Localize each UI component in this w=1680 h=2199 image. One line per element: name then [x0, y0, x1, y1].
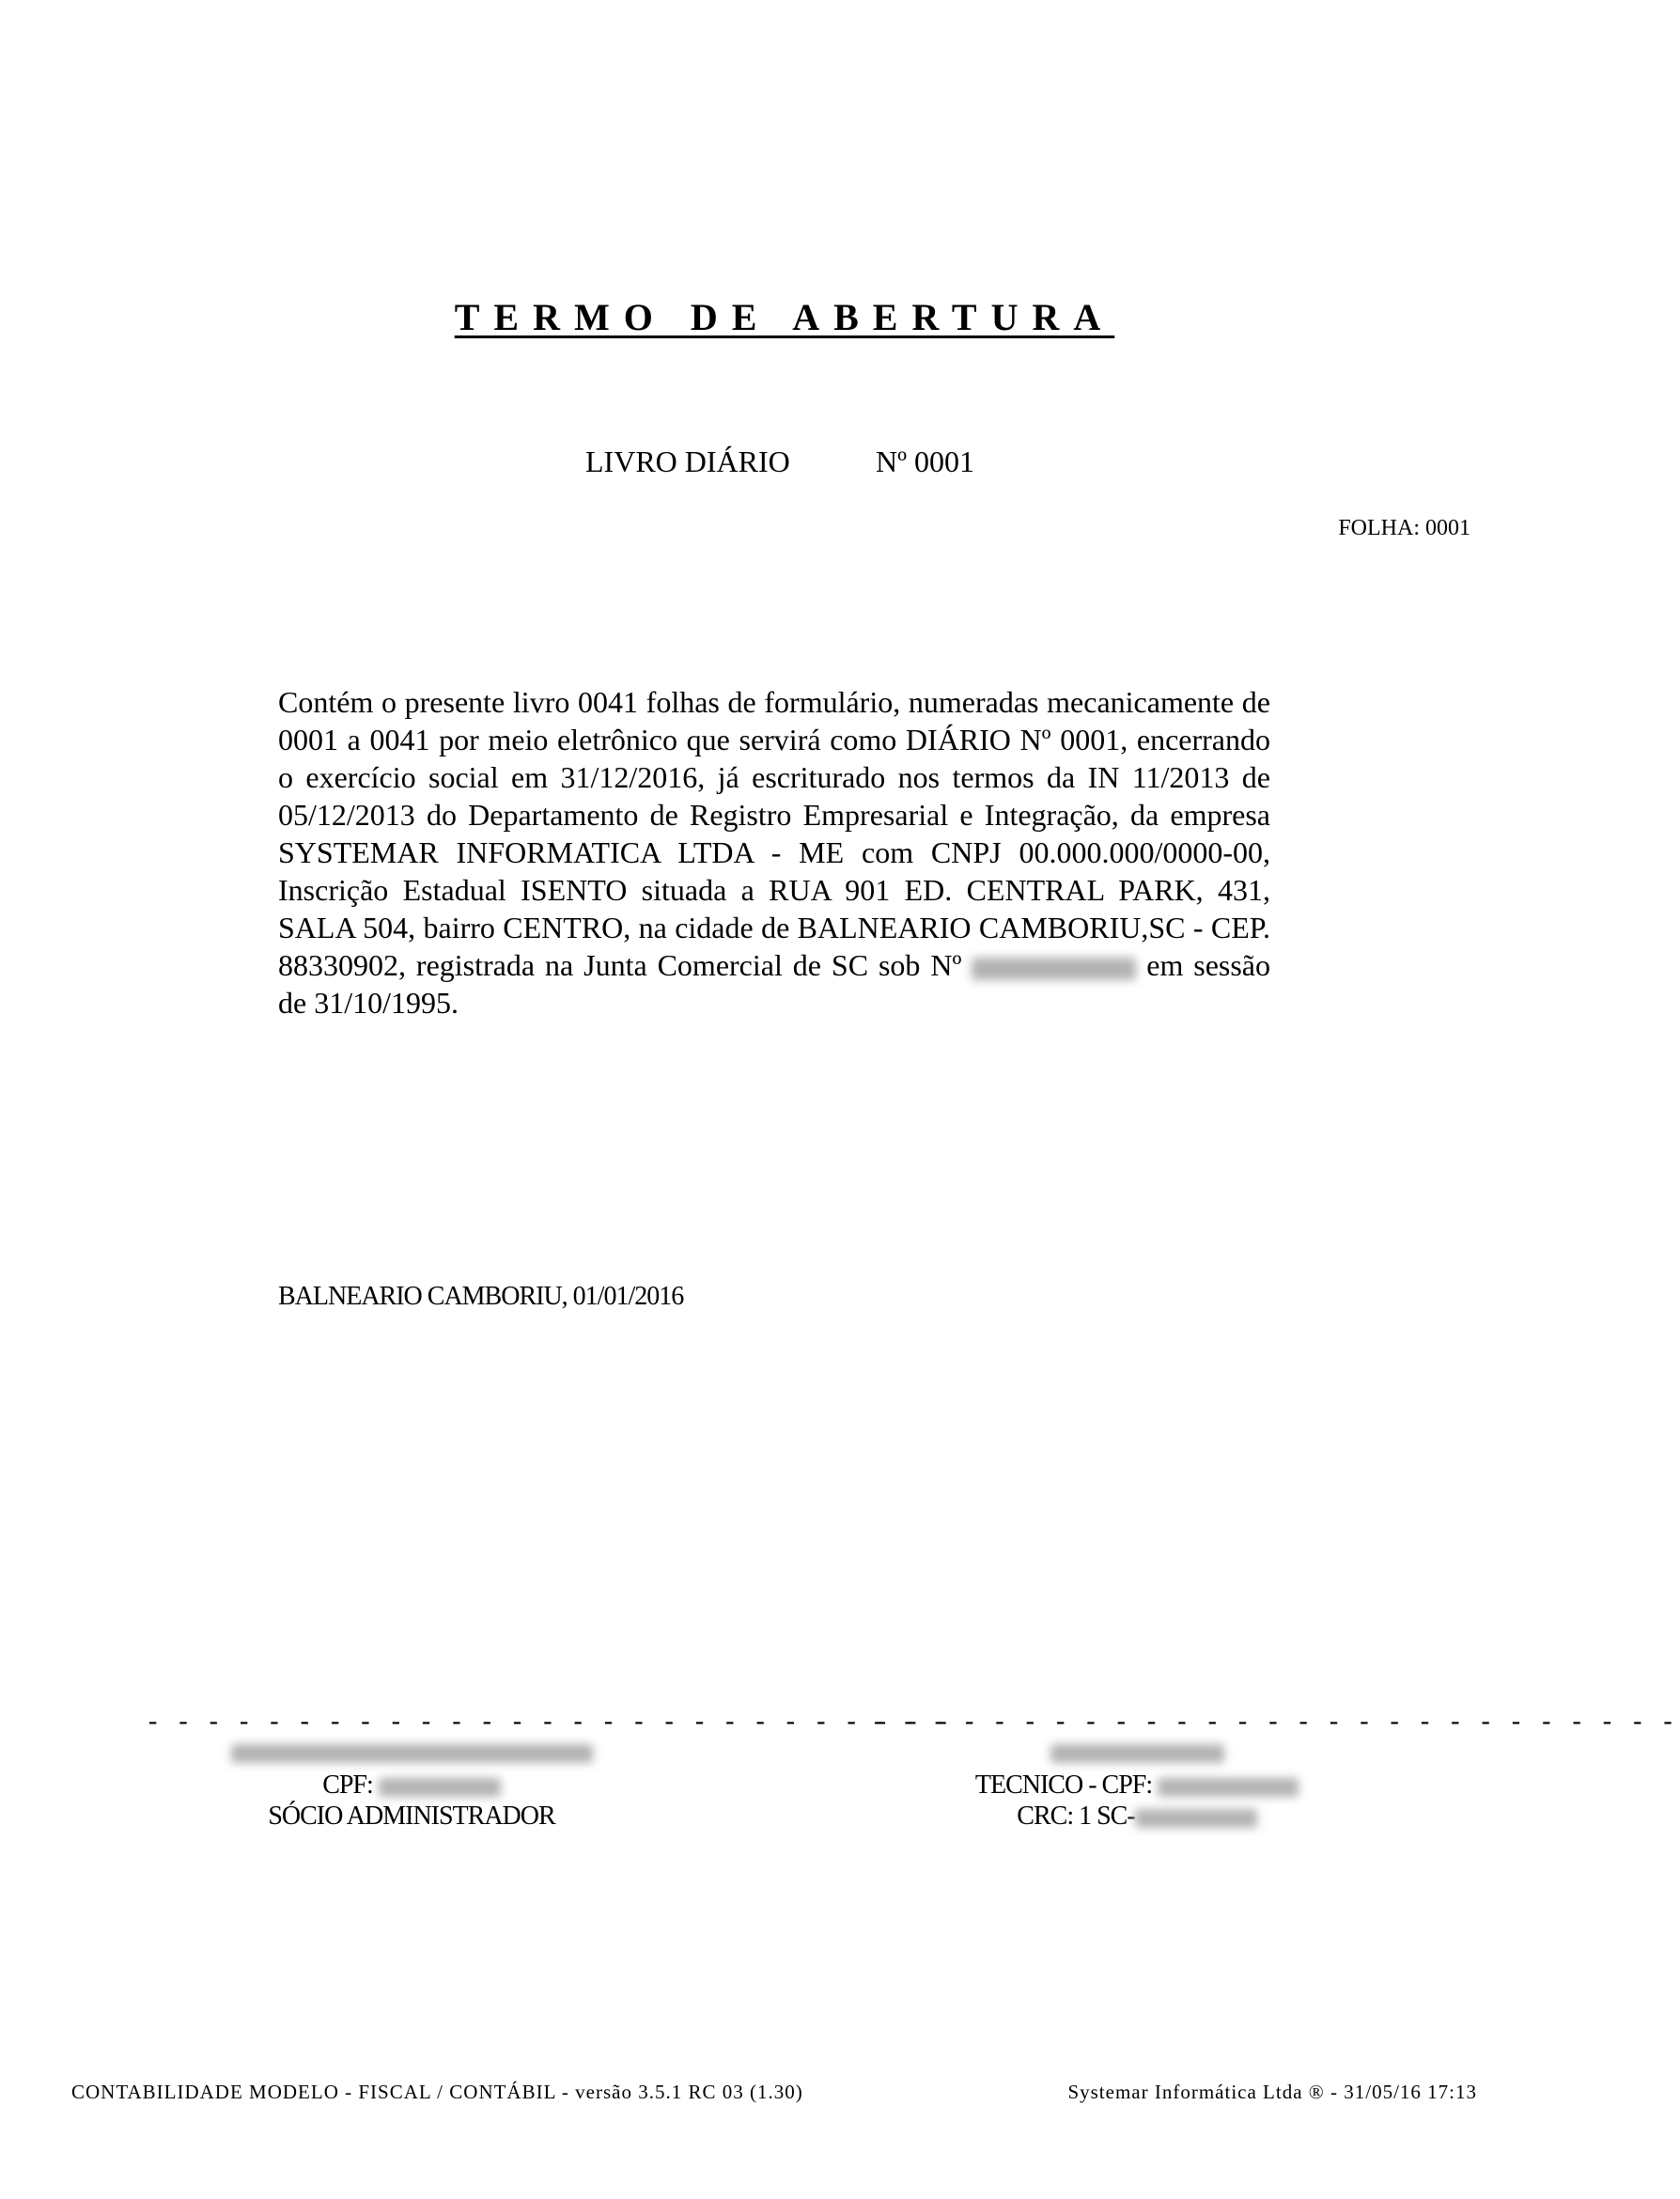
footer-software-version: CONTABILIDADE MODELO - FISCAL / CONTÁBIL - versão 3.5.1 RC 03 (1.30) — [71, 2081, 803, 2103]
crc-label: CRC: 1 SC- — [1017, 1801, 1135, 1831]
signer-name-row — [148, 1738, 675, 1770]
paragraph-text-main: Contém o presente livro 0041 folhas de formulário, numeradas mecanicamente de 0001 a 0041 por meio eletrônico que servirá como DIÁRIO Nº 0001, encerrando o exercício social em 31/12/2016, já escriturado nos termos da IN 11/2013 de 05/12/2013 do Departamento de Registro Empresarial e Integração, da empresa SYSTEMAR INFORMATICA LTDA - ME com CNPJ 00.000.000/0000-00, Inscrição Estadual ISENTO situada a RUA 901 ED. CENTRAL PARK, 431, SALA 504, bairro CENTRO, na cidade de BALNEARIO CAMBORIU,SC - CEP. 88330902, registrada na Junta Comercial de SC sob Nº — [278, 685, 1270, 982]
document-title: TERMO DE ABERTURA — [454, 296, 1115, 338]
cpf-label: CPF: — [322, 1770, 373, 1800]
accountant-cpf-row — [874, 1770, 1400, 1801]
redacted-crc — [1135, 1809, 1257, 1828]
signature-line: - - - - - - - - - - - - - - - - - - - - - - - - - - - — [874, 1707, 1680, 1736]
opening-paragraph — [278, 683, 1270, 1022]
signature-block-partner — [148, 1706, 955, 1832]
book-number: Nº 0001 — [876, 444, 975, 478]
signer-role: SÓCIO ADMINISTRADOR — [268, 1801, 555, 1831]
place-date: BALNEARIO CAMBORIU, 01/01/2016 — [278, 1282, 684, 1311]
signature-block-accountant — [874, 1706, 1680, 1832]
signer-cpf-row — [148, 1770, 675, 1801]
folha-number: FOLHA: 0001 — [1338, 516, 1470, 540]
redacted-signer-name — [231, 1744, 593, 1763]
paragraph-text-end: em sessão de 31/10/1995. — [278, 948, 1271, 1020]
accountant-name-row — [874, 1738, 1400, 1770]
redacted-accountant-cpf — [1158, 1778, 1299, 1797]
redacted-cpf — [379, 1778, 501, 1797]
book-name: LIVRO DIÁRIO — [585, 444, 790, 478]
accountant-crc-row — [874, 1801, 1400, 1832]
tecnico-cpf-label: TECNICO - CPF: — [974, 1770, 1153, 1800]
signature-line: - - - - - - - - - - - - - - - - - - - - - - - - - - - — [148, 1707, 955, 1736]
redacted-registration-number — [972, 958, 1136, 980]
footer-company-timestamp: Systemar Informática Ltda ® - 31/05/16 17:13 — [1067, 2081, 1477, 2103]
redacted-accountant-name — [1050, 1744, 1224, 1763]
